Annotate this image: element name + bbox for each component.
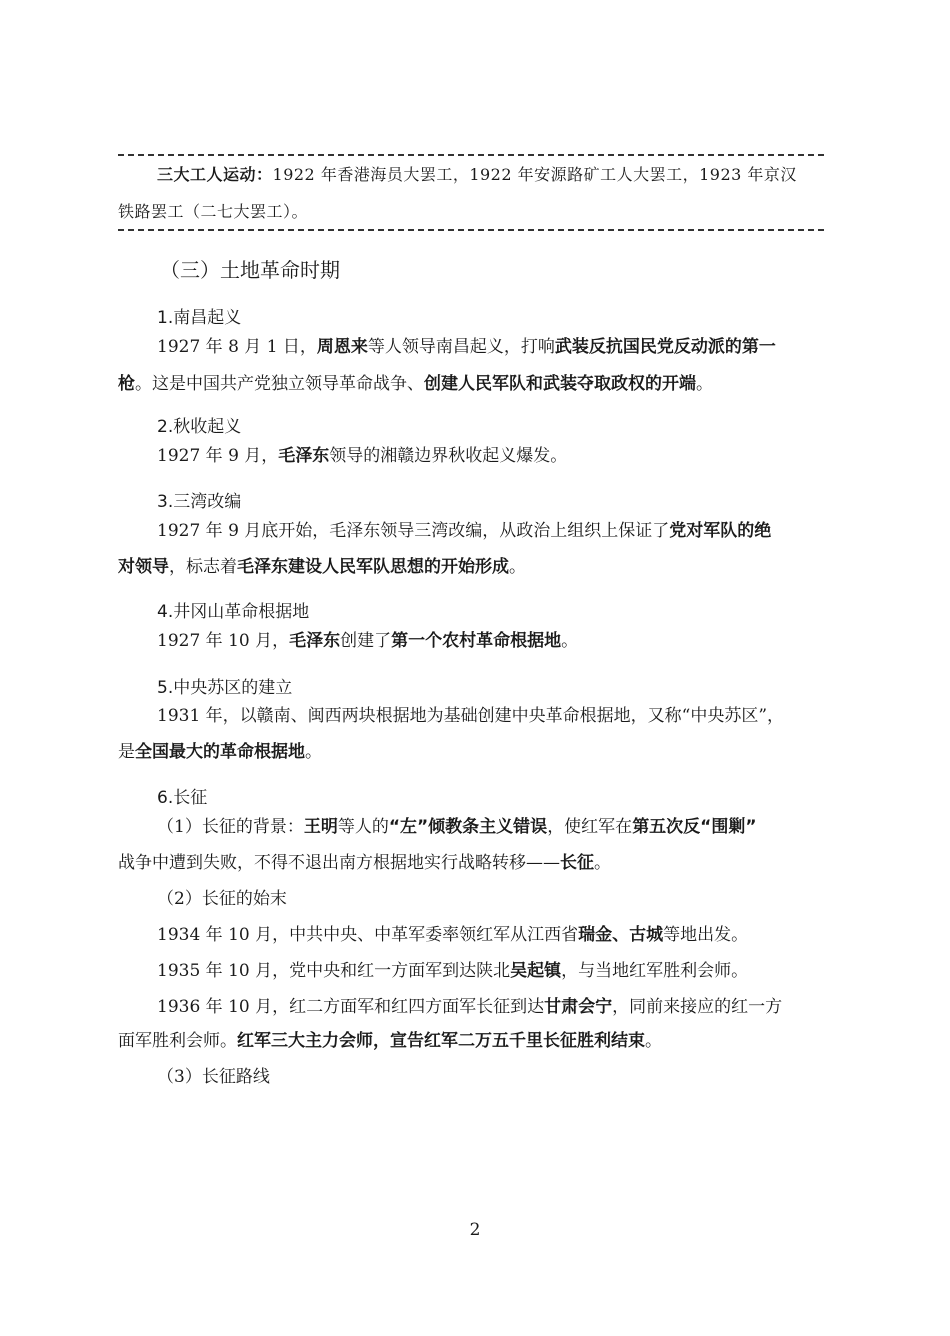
para-jinggangshan: 1927 年 10 月，毛泽东创建了第一个农村革命根据地。 [157,631,579,651]
para-autumn-harvest: 1927 年 9 月，毛泽东领导的湘赣边界秋收起义爆发。 [157,446,568,466]
page-number: 2 [469,1220,481,1240]
para-nanchang-line2: 枪。这是中国共产党独立领导革命战争、创建人民军队和武装夺取政权的开端。 [118,374,713,394]
heading-sanwan: 3.三湾改编 [157,492,242,512]
heading-central-soviet: 5.中央苏区的建立 [157,678,293,698]
para-central-soviet-line2: 是全国最大的革命根据地。 [118,742,322,762]
para-sanwan-line2: 对领导，标志着毛泽东建设人民军队思想的开始形成。 [118,557,526,577]
para-background-line2: 战争中遭到失败，不得不退出南方根据地实行战略转移——长征。 [118,853,611,873]
heading-nanchang: 1.南昌起义 [157,308,242,328]
para-1935: 1935 年 10 月，党中央和红一方面军到达陕北吴起镇，与当地红军胜利会师。 [157,961,749,981]
para-central-soviet-line1: 1931 年，以赣南、闽西两块根据地为基础创建中央革命根据地，又称“中央苏区”， [157,706,785,726]
heading-long-march: 6.长征 [157,788,208,808]
section-heading: （三）土地革命时期 [160,258,340,282]
para-sanwan-line1: 1927 年 9 月底开始，毛泽东领导三湾改编，从政治上组织上保证了党对军队的绝 [157,521,772,541]
para-nanchang-line1: 1927 年 8 月 1 日，周恩来等人领导南昌起义，打响武装反抗国民党反动派的第一 [157,337,776,357]
para-route-heading: （3）长征路线 [157,1067,270,1087]
para-1936-line2: 面军胜利会师。红军三大主力会师，宣告红军二万五千里长征胜利结束。 [118,1031,662,1051]
para-1934: 1934 年 10 月，中共中央、中革军委率领红军从江西省瑞金、古城等地出发。 [157,925,749,945]
box-line-2: 铁路罢工（二七大罢工）。 [118,202,309,221]
para-start-end-heading: （2）长征的始末 [157,889,287,909]
box-bottom-border [118,229,824,231]
heading-autumn-harvest: 2.秋收起义 [157,417,242,437]
labor-movements-box [118,156,824,230]
para-background-line1: （1）长征的背景：王明等人的“左”倾教条主义错误，使红军在第五次反“围剿” [157,817,757,837]
box-line-1: 三大工人运动：1922 年香港海员大罢工，1922 年安源路矿工人大罢工，1923 年京汉 [157,165,797,184]
heading-jinggangshan: 4.井冈山革命根据地 [157,602,310,622]
para-1936-line1: 1936 年 10 月，红二方面军和红四方面军长征到达甘肃会宁，同前来接应的红一方 [157,997,783,1017]
